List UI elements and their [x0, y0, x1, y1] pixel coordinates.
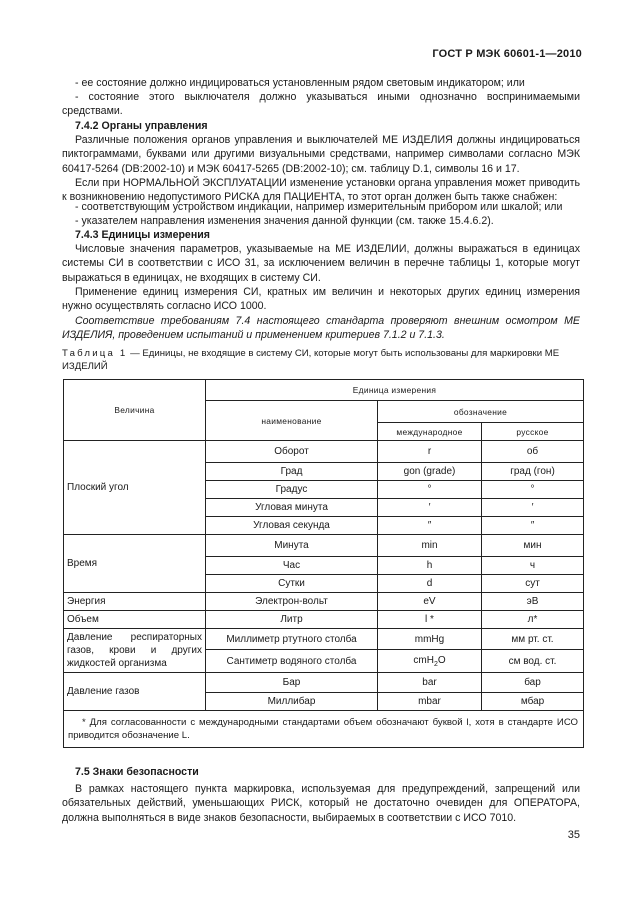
header-name: наименование: [206, 401, 378, 441]
unit-name: Град: [206, 463, 378, 481]
group-plane-angle: Плоский угол: [64, 441, 206, 535]
section-7-5-heading: 7.5 Знаки безопасности: [75, 766, 199, 778]
section-7-4-2-bullet-2: - указателем направления изменения значения данной функции (см. также 15.4.6.2).: [75, 215, 494, 227]
unit-name: Электрон-вольт: [206, 593, 378, 611]
unit-russian: эВ: [482, 593, 584, 611]
unit-russian: бар: [482, 673, 584, 693]
unit-russian: об: [482, 441, 584, 463]
unit-international: [378, 650, 482, 673]
unit-international: ″: [378, 517, 482, 535]
unit-international: mmHg: [378, 629, 482, 650]
section-7-4-3-compliance-note: Соответствие требованиям 7.4 настоящего стандарта проверяют внешним осмотром МЕ ИЗДЕЛИЯ, проведением испытаний и применением критериев 7.1.2 и 7.1.3.: [62, 315, 580, 342]
unit-international: bar: [378, 673, 482, 693]
table-caption: [62, 348, 582, 373]
group-respiratory-pressure: Давление респираторных газов, крови и других жидкостей организма: [64, 629, 206, 673]
document-header: ГОСТ Р МЭК 60601-1—2010: [432, 48, 582, 60]
group-energy: Энергия: [64, 593, 206, 611]
unit-international: r: [378, 441, 482, 463]
table-caption-text: — Единицы, не входящие в систему СИ, которые могут быть использованы для маркировки МЕ ИЗДЕЛИЙ: [62, 348, 560, 372]
header-international: международное: [378, 423, 482, 441]
unit-international-tail: O: [437, 654, 446, 666]
unit-name: Оборот: [206, 441, 378, 463]
unit-russian: ′: [482, 499, 584, 517]
section-7-4-2-paragraph-2: Если при НОРМАЛЬНОЙ ЭКСПЛУАТАЦИИ изменение установки органа управления может приводить к возникновению недопустимого РИСКА для ПАЦИЕНТА, то этот орган должен быть также снабжен:: [62, 177, 580, 204]
unit-name: Угловая минута: [206, 499, 378, 517]
unit-name: Сутки: [206, 575, 378, 593]
section-7-4-3-paragraph-2: Применение единиц измерения СИ, кратных им величин и некоторых других единиц измерения нужно осуществлять согласно ИСО 1000.: [62, 286, 580, 313]
unit-international: ′: [378, 499, 482, 517]
unit-name: Час: [206, 557, 378, 575]
unit-international: h: [378, 557, 482, 575]
unit-name: Литр: [206, 611, 378, 629]
header-quantity: Величина: [64, 380, 206, 441]
unit-international: eV: [378, 593, 482, 611]
group-volume: Объем: [64, 611, 206, 629]
unit-name: Градус: [206, 481, 378, 499]
unit-russian: мбар: [482, 693, 584, 711]
section-7-4-3-paragraph-1: Числовые значения параметров, указываемые на МЕ ИЗДЕЛИИ, должны выражаться в единицах системы СИ в соответствии с ИСО 31, за исключением величин в перечне таблицы 1, которые могут выражаться в единицах, не входящих в систему СИ.: [62, 243, 580, 284]
unit-international: mbar: [378, 693, 482, 711]
unit-name: Миллиметр ртутного столба: [206, 629, 378, 650]
table-row: [64, 611, 584, 629]
intro-bullet-1: - ее состояние должно индицироваться установленным рядом световым индикатором; или: [75, 77, 525, 89]
table-row: [64, 629, 584, 650]
table-row: [64, 673, 584, 693]
table-footnote: * Для согласованности с международными стандартами объем обозначают буквой l, хотя в стандарте ИСО приводится обозначение L.: [64, 711, 584, 748]
table-row: [64, 535, 584, 557]
unit-international: min: [378, 535, 482, 557]
unit-international-base: cmH: [413, 654, 434, 666]
unit-international-subscript: 2: [433, 660, 438, 668]
section-7-4-2-heading: 7.4.2 Органы управления: [75, 120, 208, 132]
unit-russian: град (гон): [482, 463, 584, 481]
intro-bullet-2: - состояние этого выключателя должно указываться иными однозначно воспринимаемыми средствами.: [62, 91, 580, 118]
unit-russian: °: [482, 481, 584, 499]
unit-russian: мм рт. ст.: [482, 629, 584, 650]
unit-name: Минута: [206, 535, 378, 557]
header-russian: русское: [482, 423, 584, 441]
unit-name: Сантиметр водяного столба: [206, 650, 378, 673]
header-unit: Единица измерения: [206, 380, 584, 401]
unit-russian: ″: [482, 517, 584, 535]
unit-russian: см вод. ст.: [482, 650, 584, 673]
unit-russian: ч: [482, 557, 584, 575]
unit-name: Бар: [206, 673, 378, 693]
group-gas-pressure: Давление газов: [64, 673, 206, 711]
unit-international: °: [378, 481, 482, 499]
unit-name: Угловая секунда: [206, 517, 378, 535]
unit-international: l *: [378, 611, 482, 629]
group-time: Время: [64, 535, 206, 593]
table-row: [64, 593, 584, 611]
unit-russian: л*: [482, 611, 584, 629]
section-7-4-2-bullet-1: - соответствующим устройством индикации, например измерительным прибором или шкалой; или: [75, 201, 563, 213]
section-7-4-2-paragraph-1: Различные положения органов управления и выключателей МЕ ИЗДЕЛИЯ должны индицироваться пиктограммами, буквами или другими визуальными средствами, например символами согласно МЭК 60417-5264 (DB:2002-10) и МЭК 60417-5265 (DB:2002-10); см. таблицу D.1, символы 16 и 17.: [62, 134, 580, 175]
unit-russian: сут: [482, 575, 584, 593]
page-number: 35: [567, 829, 580, 841]
table-caption-label: Таблица 1: [62, 348, 128, 359]
units-table: [63, 379, 584, 748]
unit-russian: мин: [482, 535, 584, 557]
section-7-5-paragraph: В рамках настоящего пункта маркировка, используемая для предупреждений, запрещений или обязательных действий, уменьшающих РИСК, который не достаточно очевиден для ОПЕРАТОРА, должна выполняться в виде знаков безопасности, выбираемых в соответствии с ИСО 7010.: [62, 783, 580, 824]
section-7-4-3-heading: 7.4.3 Единицы измерения: [75, 229, 210, 241]
unit-international: gon (grade): [378, 463, 482, 481]
header-designation: обозначение: [378, 401, 584, 423]
unit-international: d: [378, 575, 482, 593]
unit-name: Миллибар: [206, 693, 378, 711]
table-row: [64, 441, 584, 463]
